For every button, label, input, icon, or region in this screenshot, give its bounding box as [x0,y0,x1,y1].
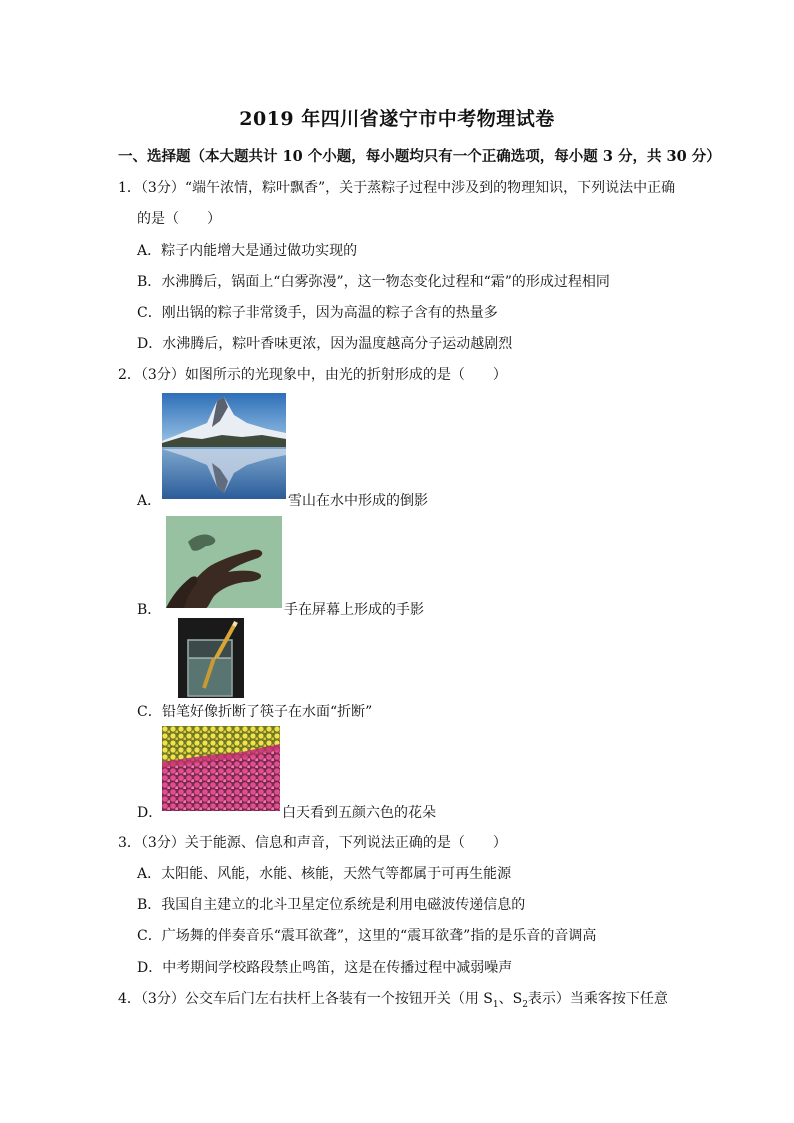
question-3-option-b: B．我国自主建立的北斗卫星定位系统是利用电磁波传递信息的 [137,897,526,913]
colorful-flowers-image [162,726,280,811]
section-heading: 一、选择题（本大题共计 10 个小题，每小题均只有一个正确选项，每小题 3 分，共 30 分） [118,148,721,165]
question-4-text-a: 4．（3分）公交车后门左右扶杆上各装有一个按钮开关（用 S [118,991,493,1007]
question-2-option-c-label: C． [137,704,162,720]
question-1-option-c: C．刚出锅的粽子非常烫手，因为高温的粽子含有的热量多 [137,305,498,321]
question-2-option-c-caption: 铅笔好像折断了筷子在水面“折断” [162,704,373,720]
question-1-option-d: D．水沸腾后，粽叶香味更浓，因为温度越高分子运动越剧烈 [137,336,513,352]
question-4-separator: 、S [498,991,523,1007]
switch-s1-subscript: 1 [492,999,499,1010]
question-1-option-b: B．水沸腾后，锅面上“白雾弥漫”，这一物态变化过程和“霜”的形成过程相同 [137,274,610,290]
question-2-stem: 2．（3分）如图所示的光现象中，由光的折射形成的是（ ） [118,367,507,383]
question-2-option-a-label: A． [137,493,162,509]
question-1-stem: 1．（3分）“端午浓情，粽叶飘香”，关于蒸粽子过程中涉及到的物理知识，下列说法中正确 [118,180,676,196]
question-4-text-b: 表示）当乘客按下任意 [527,991,668,1007]
snow-mountain-reflection-image [162,393,286,499]
hand-shadow-image [166,516,282,608]
question-3-option-a: A．太阳能、风能，水能、核能，天然气等都属于可再生能源 [137,866,512,882]
pencil-in-water-image [178,618,244,698]
question-2-option-d-label: D． [137,805,163,821]
question-4-stem [118,988,668,1010]
question-2-option-d-caption: 白天看到五颜六色的花朵 [282,805,436,821]
question-2-option-b-label: B． [137,602,162,618]
question-1-option-a: A．粽子内能增大是通过做功实现的 [137,243,358,259]
page-title: 2019 年四川省遂宁市中考物理试卷 [239,108,555,130]
question-3-option-c: C．广场舞的伴奏音乐“震耳欲聋”，这里的“震耳欲聋”指的是乐音的音调高 [137,928,597,944]
question-2-option-b-caption: 手在屏幕上形成的手影 [284,602,424,618]
switch-s2-subscript: 2 [522,999,528,1010]
question-2-option-a-caption: 雪山在水中形成的倒影 [288,493,428,509]
question-1-stem-cont: 的是（ ） [137,211,221,227]
question-3-option-d: D．中考期间学校路段禁止鸣笛，这是在传播过程中减弱噪声 [137,960,513,976]
question-3-stem: 3．（3分）关于能源、信息和声音，下列说法正确的是（ ） [118,835,507,851]
